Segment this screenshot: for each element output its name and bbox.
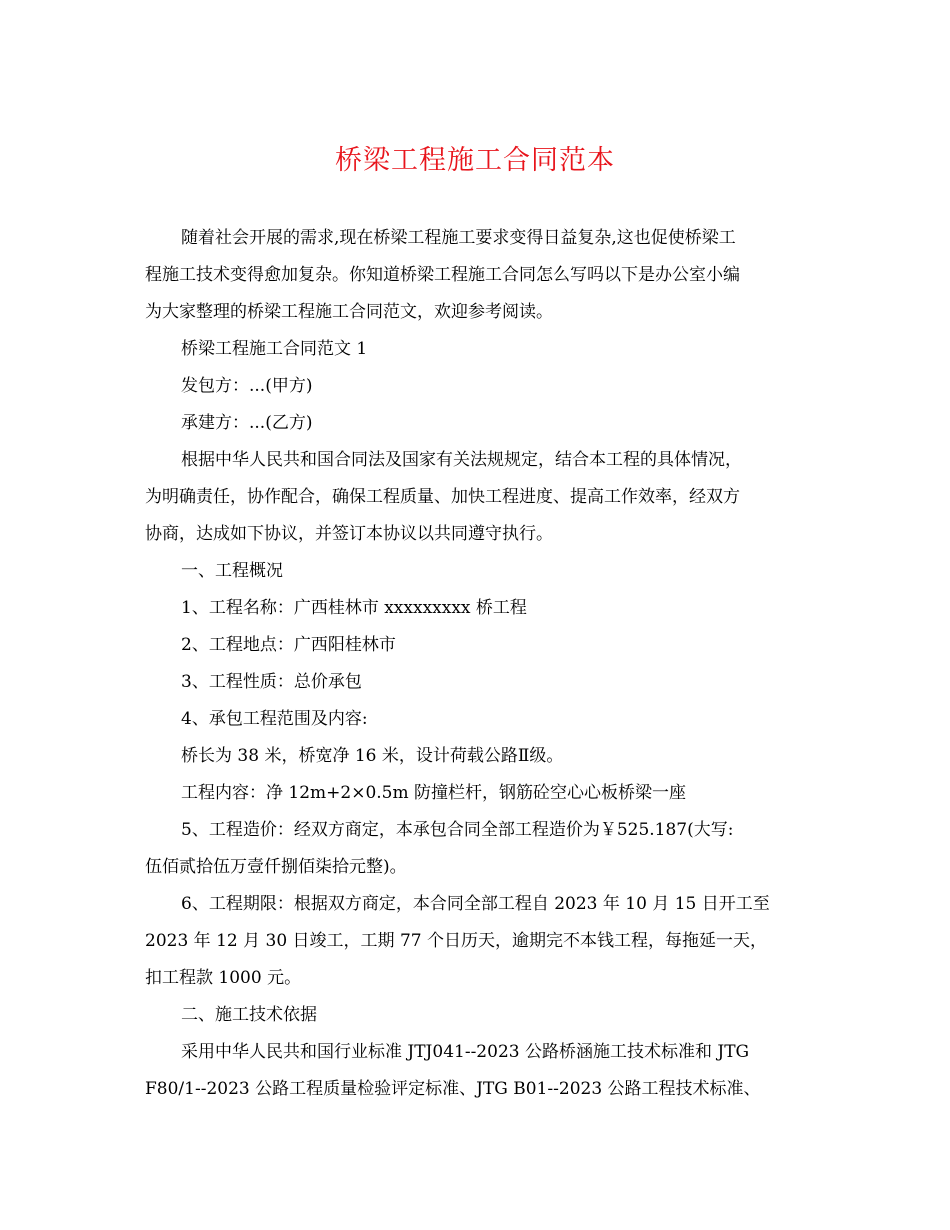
cost-line-2: 伍佰贰拾伍万壹仟捌佰柒拾元整)。 [145, 857, 407, 877]
bridge-spec: 桥长为 38 米，桥宽净 16 米，设计荷载公路Ⅱ级。 [181, 746, 564, 766]
project-location: 2、工程地点：广西阳桂林市 [181, 635, 396, 655]
party-b: 承建方：...(乙方) [181, 413, 313, 433]
section-heading-standards: 二、施工技术依据 [181, 1005, 317, 1025]
project-scope: 4、承包工程范围及内容: [181, 709, 368, 729]
project-name: 1、工程名称：广西桂林市 xxxxxxxxx 桥工程 [181, 598, 527, 618]
standards-line-1: 采用中华人民共和国行业标准 JTJ041--2023 公路桥涵施工技术标准和 JTG [181, 1042, 750, 1062]
party-a: 发包方：...(甲方) [181, 376, 313, 396]
basis-line-3: 协商，达成如下协议，并签订本协议以共同遵守执行。 [145, 524, 553, 544]
basis-line-1: 根据中华人民共和国合同法及国家有关法规规定，结合本工程的具体情况， [181, 450, 742, 470]
section-heading-overview: 一、工程概况 [181, 561, 283, 581]
document-body [145, 220, 810, 1108]
intro-line-2: 程施工技术变得愈加复杂。你知道桥梁工程施工合同怎么写吗以下是办公室小编 [145, 265, 740, 285]
cost-line-1: 5、工程造价：经双方商定，本承包合同全部工程造价为￥525.187(大写: [181, 820, 734, 840]
period-line-2: 2023 年 12 月 30 日竣工，工期 77 个日历天，逾期完不本钱工程，每拖延一天， [145, 931, 767, 951]
project-nature: 3、工程性质：总价承包 [181, 672, 362, 692]
period-line-1: 6、工程期限：根据双方商定，本合同全部工程自 2023 年 10 月 15 日开工至 [181, 894, 770, 914]
standards-line-2: F80/1--2023 公路工程质量检验评定标准、JTG B01--2023 公路工程技术标准、 [145, 1079, 761, 1099]
page-title: 桥梁工程施工合同范本 [335, 145, 615, 176]
intro-line-3: 为大家整理的桥梁工程施工合同范文，欢迎参考阅读。 [145, 302, 553, 322]
sample-heading: 桥梁工程施工合同范文 1 [181, 339, 368, 359]
period-line-3: 扣工程款 1000 元。 [145, 968, 302, 988]
work-content: 工程内容：净 12m+2×0.5m 防撞栏杆，钢筋砼空心心板桥梁一座 [181, 783, 687, 803]
intro-line-1: 随着社会开展的需求,现在桥梁工程施工要求变得日益复杂,这也促使桥梁工 [181, 228, 736, 248]
basis-line-2: 为明确责任，协作配合，确保工程质量、加快工程进度、提高工作效率，经双方 [145, 487, 740, 507]
